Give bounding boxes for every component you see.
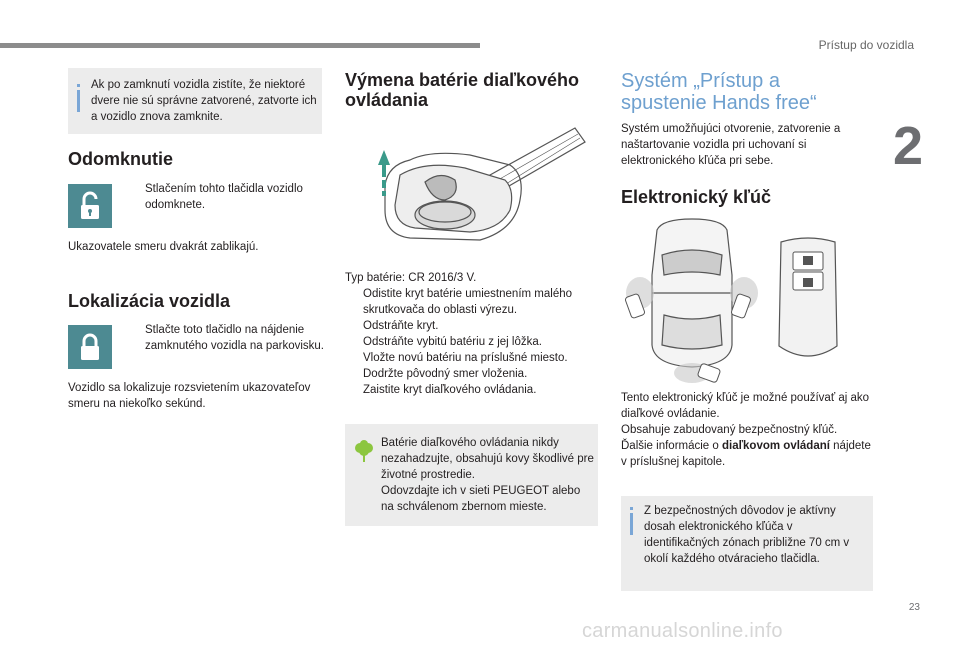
key-description: [621, 390, 871, 470]
car-zones-illustration: [622, 215, 762, 385]
header-rule: [0, 43, 480, 48]
safety-note: [621, 496, 873, 591]
watermark: carmanualsonline.info: [582, 620, 783, 642]
unlock-instruction-text: Stlačením tohto tlačidla vozidlo odomknete.: [145, 183, 303, 211]
battery-step: [345, 334, 590, 350]
lock-button-icon: [68, 325, 112, 369]
unlock-button-icon: [68, 184, 112, 228]
battery-type-text: Typ batérie: CR 2016/3 V.: [345, 272, 477, 284]
info-icon: [630, 513, 633, 535]
tree-icon: [354, 440, 374, 464]
eco-note-line-2: Odovzdajte ich v sieti PEUGEOT alebo na schválenom zbernom mieste.: [381, 485, 581, 513]
key-para-3: Ďalšie informácie o diaľkovom ovládaní nájdete v príslušnej kapitole.: [621, 440, 871, 468]
eco-note-line-1: Batérie diaľkového ovládania nikdy nezahadzujte, obsahujú kovy škodlivé pre životné prostredie.: [381, 437, 594, 481]
battery-step: [345, 382, 590, 398]
electronic-key-illustration: [773, 236, 843, 364]
chapter-number: 2: [893, 116, 924, 176]
key-para-1: Tento elektronický kľúč je možné používať aj ako diaľkové ovládanie.: [621, 392, 870, 420]
unlock-heading: Odomknutie: [68, 149, 174, 169]
battery-step: [345, 286, 590, 318]
key-para-2: Obsahuje zabudovaný bezpečnostný kľúč.: [621, 424, 838, 436]
battery-step: [345, 350, 590, 382]
battery-steps-list: [345, 286, 590, 398]
battery-step-text: Odistite kryt batérie umiestnením malého skrutkovača do oblasti výrezu.: [363, 288, 573, 316]
safety-note-text: Z bezpečnostných dôvodov je aktívny dosah elektronického kľúča v identifikačných zónach približne 70 cm v okolí každého otváracieho tlačidla.: [644, 505, 850, 565]
page-number: 23: [908, 602, 920, 613]
info-note-text: Ak po zamknutí vozidla zistíte, že niektoré dvere nie sú správne zatvorené, zatvorte ich a vozidlo znova zamknite.: [91, 79, 317, 123]
info-note-lock: [68, 68, 322, 134]
battery-step-text: Odstráňte vybitú batériu z jej lôžka.: [363, 336, 542, 348]
unlock-result-text: Ukazovatele smeru dvakrát zablikajú.: [68, 241, 259, 253]
info-icon: [77, 90, 80, 112]
electronic-key-heading: Elektronický kľúč: [621, 187, 772, 207]
locate-instruction-text: Stlačte toto tlačidlo na nájdenie zamknutého vozidla na parkovisku.: [145, 324, 324, 352]
hands-free-heading: Systém „Prístup a spustenie Hands free“: [621, 70, 817, 114]
unlock-padlock-icon: [68, 184, 112, 228]
battery-step-text: Vložte novú batériu na príslušné miesto. Dodržte pôvodný smer vloženia.: [363, 352, 568, 380]
battery-heading: Výmena batérie diaľkového ovládania: [345, 70, 580, 110]
hands-free-intro: Systém umožňujúci otvorenie, zatvorenie a naštartovanie vozidla pri uchovaní si elektronického kľúča pri sebe.: [621, 123, 841, 167]
remote-control-ref: diaľkovom ovládaní: [721, 440, 830, 452]
battery-step: [345, 318, 590, 334]
section-label: Prístup do vozidla: [818, 38, 914, 52]
battery-step-text: Zaistite kryt diaľkového ovládania.: [363, 384, 537, 396]
locate-result-text: Vozidlo sa lokalizuje rozsvietením ukazovateľov smeru na niekoľko sekúnd.: [68, 382, 311, 410]
eco-note: [345, 424, 598, 526]
eco-note-text: [381, 435, 595, 515]
remote-battery-illustration: [370, 120, 590, 250]
locate-heading: Lokalizácia vozidla: [68, 291, 231, 311]
lock-padlock-icon: [68, 325, 112, 369]
battery-step-text: Odstráňte kryt.: [363, 320, 439, 332]
